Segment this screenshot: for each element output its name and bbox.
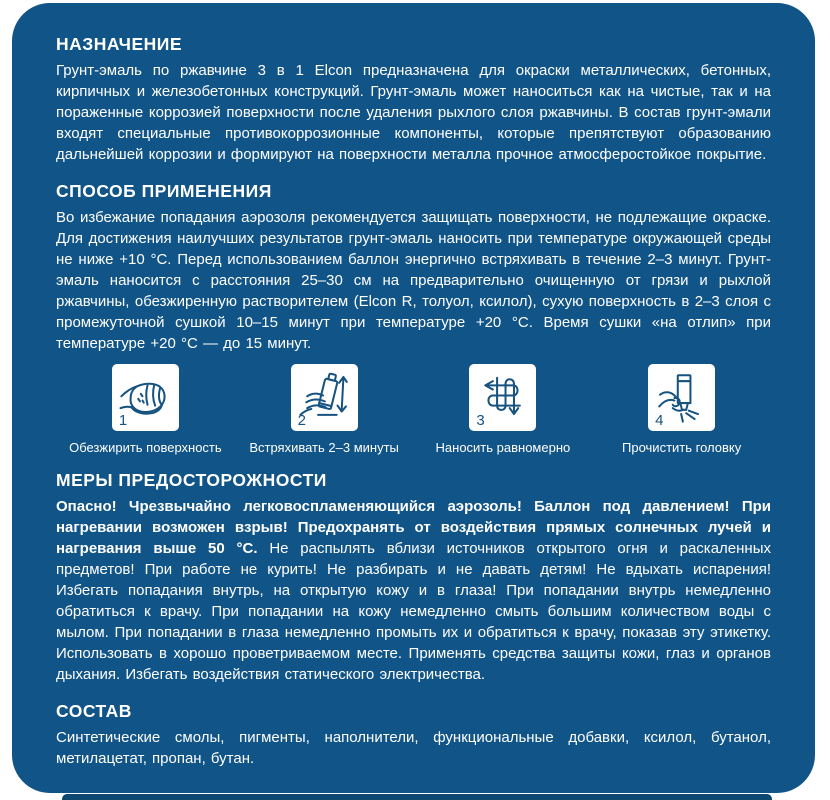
- step-shake-box: [291, 364, 358, 431]
- step-apply-evenly-box: [469, 364, 536, 431]
- step-caption: Обезжирить поверхность: [69, 440, 222, 455]
- precautions-regular-text: Не распылять вблизи источников открытого огня и раскаленных предметов! При работе не курить! Не разбирать и не давать детям! Не вдыхать испарения! Избегать попадания внутрь, на открытую кожу и в глаза! При попадании внутрь немедленно обратиться к врачу. При попадании на кожу немедленно смыть большим количеством воды с мылом. При попадании в глаза немедленно промыть их и обратиться к врачу, показав эту этикетку. Использовать в хорошо проветриваемом месте. Применять средства защиты кожи, глаз и органов дыхания. Избегать воздействия статического электричества.: [56, 540, 771, 683]
- step-caption: Встряхивать 2–3 минуты: [249, 440, 399, 455]
- step-number: 2: [297, 412, 306, 429]
- section-precautions-heading: МЕРЫ ПРЕДОСТОРОЖНОСТИ: [56, 470, 327, 490]
- section-purpose-body: Грунт-эмаль по ржавчине 3 в 1 Elcon предназначена для окраски металлических, бетонных, кирпичных и железобетонных конструкций. Грунт-эмаль может наноситься как на чистые, так и на пораженные коррозией поверхности после удаления рыхлого слоя ржавчины. В состав грунт-эмали входят специальные противокоррозионные компоненты, которые препятствуют образованию дальнейшей коррозии и формируют на поверхности металла прочное атмосферостойкое покрытие.: [56, 62, 771, 163]
- label-card: [12, 3, 815, 793]
- step-number: 1: [118, 412, 128, 429]
- step-caption: Прочистить головку: [622, 440, 742, 455]
- step-clean-nozzle: [592, 364, 771, 455]
- section-purpose: [56, 33, 771, 165]
- step-degrease-box: [112, 364, 179, 431]
- next-card-top-edge: [62, 794, 772, 800]
- section-precautions: [56, 469, 771, 685]
- section-composition-body: Синтетические смолы, пигменты, наполнители, функциональные добавки, ксилол, бутанол, метилацетат, пропан, бутан.: [56, 729, 771, 767]
- section-application: [56, 180, 771, 354]
- step-number: 3: [476, 412, 485, 429]
- section-composition: [56, 700, 771, 769]
- section-precautions-body: [56, 496, 771, 685]
- step-clean-nozzle-box: [648, 364, 715, 431]
- step-shake: [235, 364, 414, 455]
- step-apply-evenly: [414, 364, 593, 455]
- step-degrease: [56, 364, 235, 455]
- section-application-heading: СПОСОБ ПРИМЕНЕНИЯ: [56, 181, 272, 201]
- application-steps-row: [56, 364, 771, 455]
- section-composition-heading: СОСТАВ: [56, 701, 132, 721]
- step-caption: Наносить равномерно: [435, 440, 571, 455]
- step-number: 4: [655, 412, 664, 429]
- precautions-danger-text: Опасно! Чрезвычайно легковоспламеняющийся аэрозоль! Баллон под давлением! При нагревании возможен взрыв! Предохранять от воздействия прямых солнечных лучей и нагревания выше 50 °C.: [56, 498, 771, 557]
- section-purpose-heading: НАЗНАЧЕНИЕ: [56, 34, 183, 54]
- section-application-body: Во избежание попадания аэрозоля рекомендуется защищать поверхности, не подлежащие окраске. Для достижения наилучших результатов грунт-эмаль наносить при температуре окружающей среды не ниже +10 °C. Перед использованием баллон энергично встряхивать в течение 2–3 минут. Грунт-эмаль наносится с расстояния 25–30 см на предварительно очищенную от грязи и рыхлой ржавчины, обезжиренную растворителем (Elcon R, толуол, ксилол), сухую поверхность в 2–3 слоя с промежуточной сушкой 10–15 минут при температуре +20 °C. Время сушки «на отлип» при температуре +20 °C — до 15 минут.: [56, 209, 771, 352]
